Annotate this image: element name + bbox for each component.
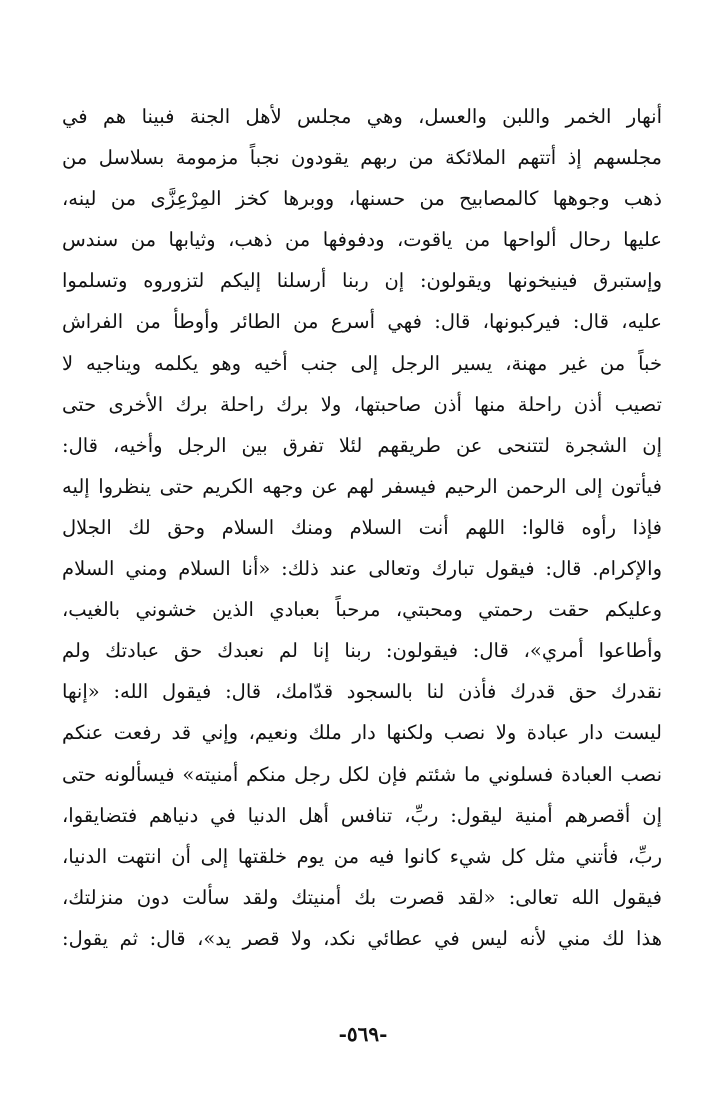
text-line: إن الشجرة لتتنحى عن طريقهم لئلا تفرق بين الرجل وأخيه، قال: [62, 433, 662, 457]
text-line: ذهب وجوهها كالمصابيح من حسنها، ووبرها كخز المِرْعِزَّى من لينه، [62, 187, 662, 211]
text-line: نصب العبادة فسلوني ما شئتم فإن لكل رجل منكم أمنيته» فيسألونه حتى [62, 762, 662, 786]
text-line: فيقول الله تعالى: «لقد قصرت بك أمنيتك ولقد سألت دون منزلتك، [62, 885, 662, 909]
text-line: هذا لك مني لأنه ليس في عطائي نكد، ولا قصر يد»، قال: ثم يقول: [62, 926, 662, 950]
text-line: وأطاعوا أمري»، قال: فيقولون: ربنا إنا لم نعبدك حق عبادتك ولم [62, 639, 662, 663]
text-line: عليها رحال ألواحها من ياقوت، ودفوفها من ذهب، وثيابها من سندس [62, 228, 662, 252]
text-line: نقدرك حق قدرك فأذن لنا بالسجود قدّامك، قال: فيقول الله: «إنها [62, 680, 662, 704]
text-line: خباً من غير مهنة، يسير الرجل إلى جنب أخيه وهو يكلمه ويناجيه لا [62, 351, 662, 375]
text-line: ربِّ، فأتني مثل كل شيء كانوا فيه من يوم خلقتها إلى أن انتهت الدنيا، [62, 844, 662, 868]
text-line: إن أقصرهم أمنية ليقول: ربِّ، تنافس أهل الدنيا في دنياهم فتضايقوا، [62, 803, 662, 827]
page-number: -٥٦٩- [338, 1022, 388, 1046]
text-line: أنهار الخمر واللبن والعسل، وهي مجلس لأهل الجنة فبينا هم في [62, 105, 662, 128]
text-line: فيأتون إلى الرحمن الرحيم فيسفر لهم عن وجهه الكريم حتى ينظروا إليه [62, 474, 662, 498]
text-line: وإستبرق فينيخونها ويقولون: إن ربنا أرسلنا إليكم لتزوروه وتسلموا [62, 269, 662, 293]
text-line: عليه، قال: فيركبونها، قال: فهي أسرع من الطائر وأوطأ من الفراش [62, 310, 662, 334]
text-line: مجلسهم إذ أتتهم الملائكة من ربهم يقودون نجباً مزمومة بسلاسل من [62, 146, 662, 170]
text-line: تصيب أذن راحلة منها أذن صاحبتها، ولا برك راحلة برك الأخرى حتى [62, 392, 662, 416]
text-line: ليست دار عبادة ولا نصب ولكنها دار ملك ونعيم، وإني قد رفعت عنكم [62, 721, 662, 745]
text-line: والإكرام. قال: فيقول تبارك وتعالى عند ذلك: «أنا السلام ومني السلام [62, 557, 662, 581]
page-body [62, 96, 662, 959]
text-line: وعليكم حقت رحمتي ومحبتي، مرحباً بعبادي الذين خشوني بالغيب، [62, 598, 662, 622]
text-line: فإذا رأوه قالوا: اللهم أنت السلام ومنك السلام وحق لك الجلال [62, 515, 662, 539]
